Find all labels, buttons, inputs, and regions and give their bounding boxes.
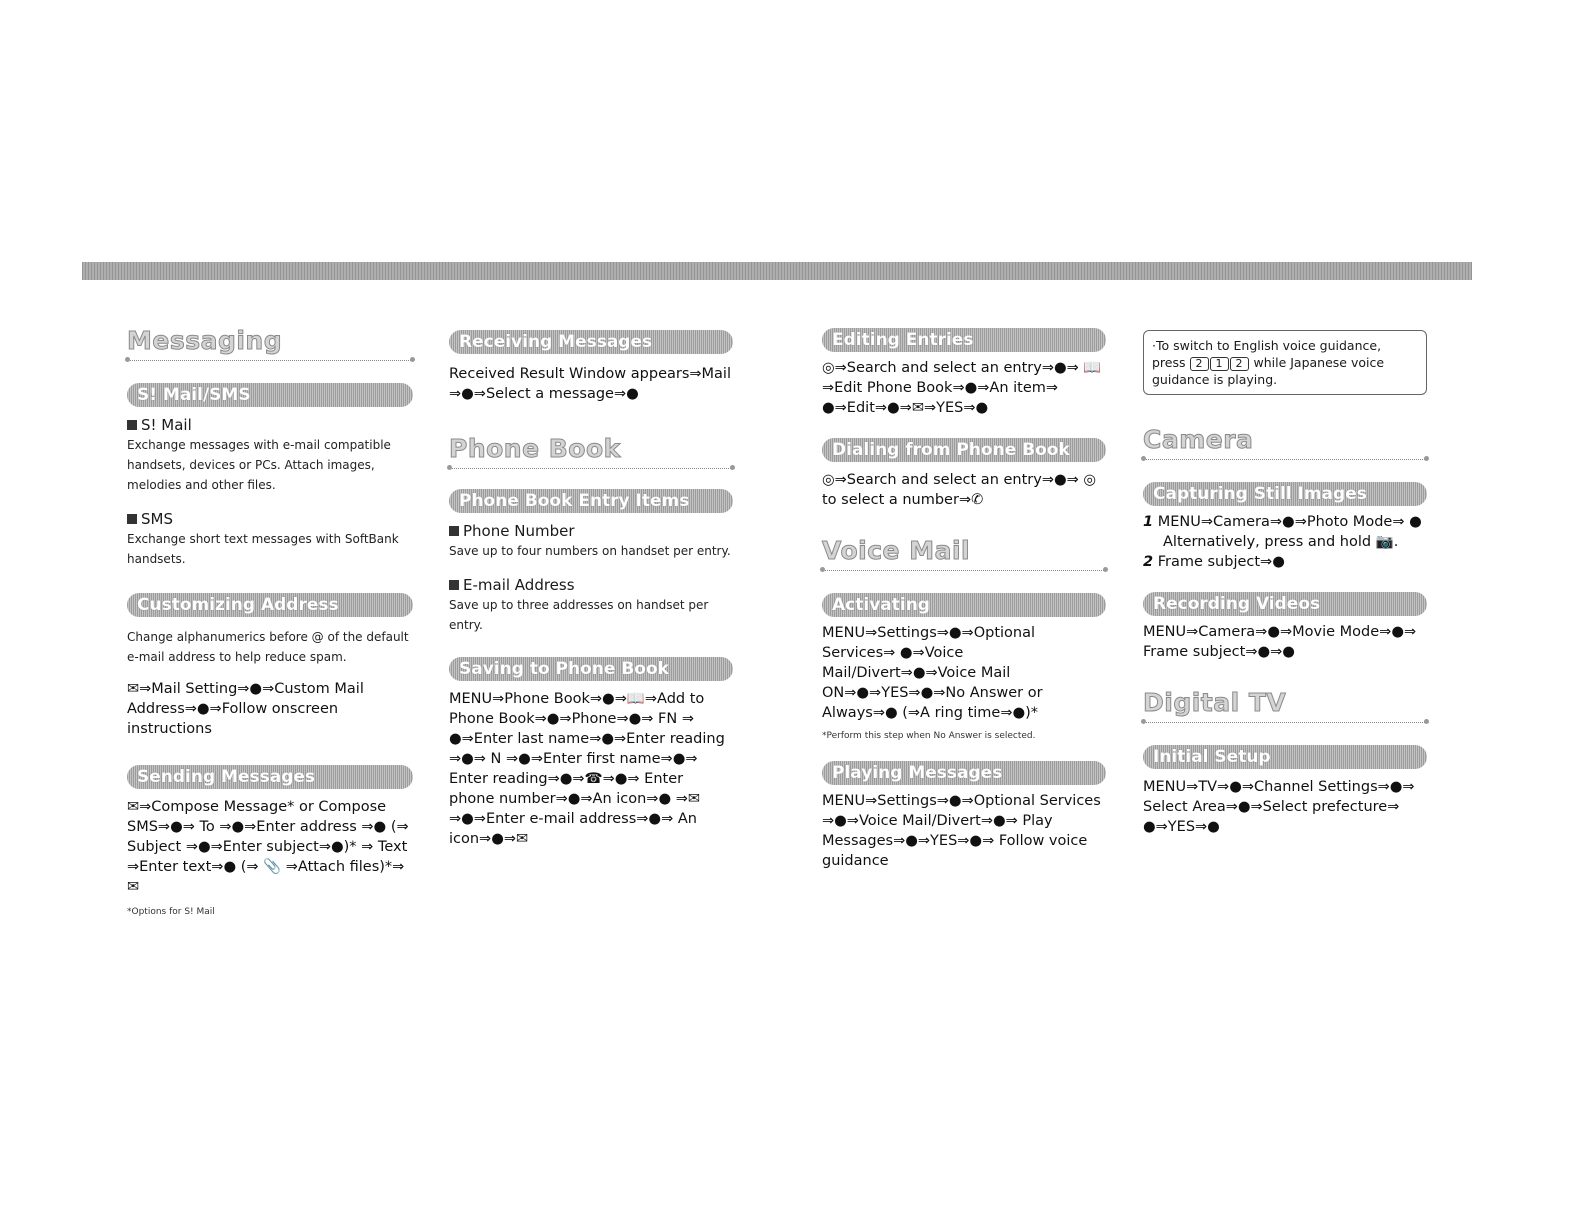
pill-dialing-from-phone-book: Dialing from Phone Book <box>822 438 1106 462</box>
column-editing-voicemail <box>822 328 1106 871</box>
pill-receiving-messages: Receiving Messages <box>449 330 733 354</box>
section-rule <box>1143 722 1427 723</box>
bullet-square-icon <box>127 420 137 430</box>
subhead-sms-label: SMS <box>141 510 173 528</box>
pill-smail-sms: S! Mail/SMS <box>127 383 413 407</box>
still-step-2-text: Frame subject⇒● <box>1157 554 1285 570</box>
pill-capturing-still-images: Capturing Still Images <box>1143 482 1427 506</box>
guidance-note-box <box>1143 330 1427 395</box>
activating-note: *Perform this step when No Answer is selected. <box>822 731 1036 741</box>
bullet-square-icon <box>127 514 137 524</box>
smail-description: Exchange messages with e-mail compatible handsets, devices or PCs. Attach images, melodies and other files. <box>127 438 391 492</box>
bullet-square-icon <box>449 580 459 590</box>
step-number-1: 1 <box>1143 514 1154 530</box>
pill-editing-entries: Editing Entries <box>822 328 1106 352</box>
subhead-smail <box>127 415 413 435</box>
guidance-note-text-before: ·To switch to English voice guidance, press <box>1152 338 1382 370</box>
still-step-1 <box>1143 512 1427 532</box>
pill-activating: Activating <box>822 593 1106 617</box>
sending-steps: ✉⇒Compose Message* or Compose SMS⇒●⇒ To ⇒●⇒Enter address ⇒● (⇒ Subject ⇒●⇒Enter subject⇒●)* ⇒ Text ⇒Enter text⇒● (⇒ 📎 ⇒Attach files)*⇒✉ <box>127 799 409 895</box>
step-number-2: 2 <box>1143 554 1154 570</box>
header-band <box>82 262 1472 280</box>
bullet-square-icon <box>449 526 459 536</box>
pill-sending-messages: Sending Messages <box>127 765 413 789</box>
sending-note: *Options for S! Mail <box>127 907 215 917</box>
section-rule <box>822 570 1106 571</box>
key-1: 1 <box>1210 357 1229 371</box>
guidance-note-text-after: while Japanese voice guidance is playing. <box>1152 355 1385 387</box>
section-title-messaging: Messaging <box>127 326 283 355</box>
setup-steps: MENU⇒TV⇒●⇒Channel Settings⇒●⇒ Select Area⇒●⇒Select prefecture⇒ ●⇒YES⇒● <box>1143 779 1415 835</box>
editing-steps: ◎⇒Search and select an entry⇒●⇒ 📖⇒Edit Phone Book⇒●⇒An item⇒ ●⇒Edit⇒●⇒✉⇒YES⇒● <box>822 360 1102 416</box>
activating-steps: MENU⇒Settings⇒●⇒Optional Services⇒ ●⇒Voice Mail/Divert⇒●⇒Voice Mail ON⇒●⇒YES⇒●⇒No Answer or Always⇒● (⇒A ring time⇒●)* <box>822 625 1043 721</box>
saving-steps: MENU⇒Phone Book⇒●⇒📖⇒Add to Phone Book⇒●⇒Phone⇒●⇒ FN ⇒ ●⇒Enter last name⇒●⇒Enter reading ⇒●⇒ N ⇒●⇒Enter first name⇒●⇒ Enter reading⇒●⇒☎⇒●⇒ Enter phone number⇒●⇒An icon⇒● ⇒✉⇒●⇒Enter e-mail address⇒●⇒ An icon⇒●⇒✉ <box>449 691 725 847</box>
pill-recording-videos: Recording Videos <box>1143 592 1427 616</box>
still-step-2 <box>1143 552 1427 572</box>
key-2: 2 <box>1190 357 1209 371</box>
subhead-smail-label: S! Mail <box>141 416 192 434</box>
pill-saving-to-phone-book: Saving to Phone Book <box>449 657 733 681</box>
key-2: 2 <box>1230 357 1249 371</box>
section-title-voice-mail: Voice Mail <box>822 536 971 565</box>
section-title-camera: Camera <box>1143 425 1254 454</box>
custom-description: Change alphanumerics before @ of the default e-mail address to help reduce spam. <box>127 630 409 664</box>
subhead-email-address <box>449 575 733 595</box>
dialing-steps: ◎⇒Search and select an entry⇒●⇒ ◎ to select a number⇒✆ <box>822 472 1097 508</box>
still-step-1-alt: Alternatively, press and hold 📷. <box>1163 534 1399 550</box>
section-title-digital-tv: Digital TV <box>1143 688 1287 717</box>
playing-steps: MENU⇒Settings⇒●⇒Optional Services ⇒●⇒Voice Mail/Divert⇒●⇒ Play Messages⇒●⇒YES⇒●⇒ Follow voice guidance <box>822 793 1101 869</box>
video-steps: MENU⇒Camera⇒●⇒Movie Mode⇒●⇒ Frame subject⇒●⇒● <box>1143 624 1417 660</box>
section-rule <box>1143 459 1427 460</box>
section-title-phone-book: Phone Book <box>449 434 621 463</box>
receiving-steps: Received Result Window appears⇒Mail ⇒●⇒Select a message⇒● <box>449 366 731 402</box>
subhead-email-address-label: E-mail Address <box>463 576 575 594</box>
sms-description: Exchange short text messages with SoftBank handsets. <box>127 532 399 566</box>
pill-initial-setup: Initial Setup <box>1143 745 1427 769</box>
email-address-description: Save up to three addresses on handset per entry. <box>449 598 709 632</box>
column-phonebook <box>449 330 733 849</box>
pill-phone-book-entry-items: Phone Book Entry Items <box>449 489 733 513</box>
subhead-sms <box>127 509 413 529</box>
subhead-phone-number-label: Phone Number <box>463 522 575 540</box>
section-rule <box>127 360 413 361</box>
subhead-phone-number <box>449 521 733 541</box>
still-step-1-text: MENU⇒Camera⇒●⇒Photo Mode⇒ ● <box>1157 514 1422 530</box>
pill-customizing-address: Customizing Address <box>127 593 413 617</box>
custom-steps: ✉⇒Mail Setting⇒●⇒Custom Mail Address⇒●⇒Follow onscreen instructions <box>127 681 364 737</box>
phone-number-description: Save up to four numbers on handset per entry. <box>449 544 731 558</box>
column-camera-tv <box>1143 330 1427 837</box>
section-rule <box>449 468 733 469</box>
column-messaging <box>127 326 413 917</box>
pill-playing-messages: Playing Messages <box>822 761 1106 785</box>
